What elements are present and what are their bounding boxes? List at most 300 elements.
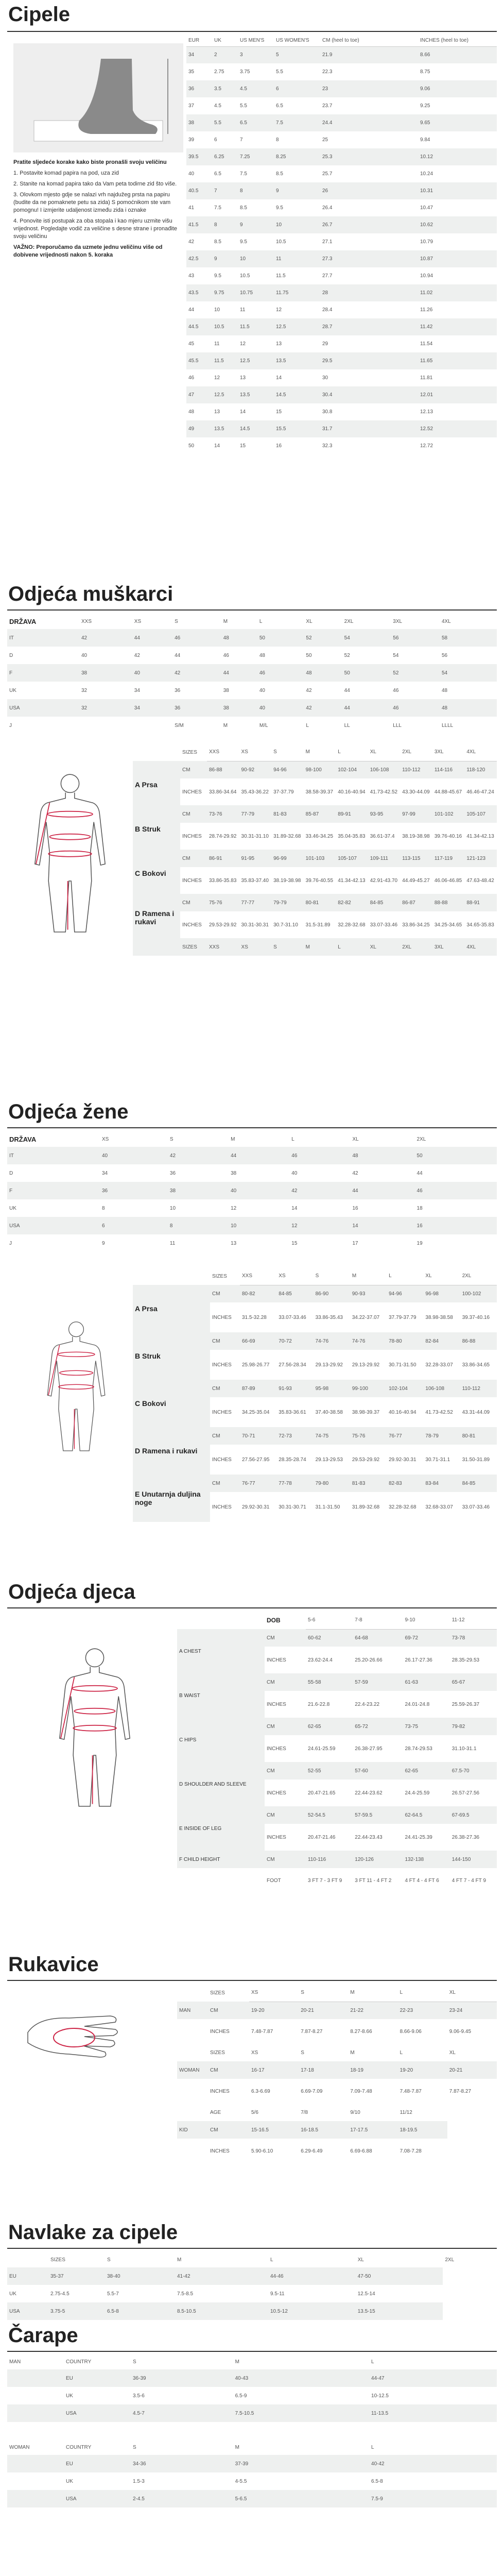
table-cell: 34-36 (131, 2455, 233, 2472)
size-header: XL (306, 618, 312, 624)
size-header: XL (423, 1267, 460, 1285)
size-header: L (336, 743, 368, 761)
unit-label: INCHES (212, 1456, 232, 1463)
unit-label: CM (208, 2121, 249, 2139)
table-cell: 44 (342, 699, 391, 717)
table-cell: 6.5-8 (371, 2478, 383, 2484)
table-cell: 25 (322, 137, 328, 143)
size-header: L (371, 2444, 374, 2450)
table-cell: 34 (134, 687, 140, 693)
table-cell: 84-85 (368, 894, 401, 911)
table-cell: 30.4 (320, 386, 418, 403)
table-row (7, 664, 497, 682)
table-header-row (7, 614, 497, 629)
table-cell: 80-81 (460, 1427, 497, 1445)
table-cell: 29.5 (320, 352, 418, 369)
column-header: US WOMEN'S (274, 35, 320, 46)
measure-row-cm (177, 1851, 497, 1868)
table-cell: 9.06 (418, 80, 497, 97)
size-header: XL (447, 1984, 497, 2002)
table-cell: 95-98 (314, 1380, 350, 1397)
table-cell: 38 (231, 1170, 237, 1176)
table-cell: 14 (276, 375, 282, 381)
table-cell: 35.43-36.22 (241, 789, 269, 795)
section-divider (7, 1980, 497, 1981)
measure-label: C Bokovi (133, 850, 180, 894)
table-cell: 3 (238, 46, 274, 63)
table-cell: 32 (81, 687, 88, 693)
table-cell: 94-96 (271, 761, 304, 778)
unit-label: INCHES (267, 1657, 286, 1663)
table-cell: 9.5 (276, 205, 283, 211)
table-cell: 47.63-48.42 (466, 877, 494, 884)
table-cell: 32.28-32.68 (389, 1504, 416, 1510)
table-cell: 14 (214, 443, 220, 449)
size-header: L (399, 2049, 403, 2056)
table-cell: 44.49-45.27 (402, 877, 430, 884)
section-title: Odjeća žene (8, 1100, 129, 1123)
table-cell: 43.30-44.09 (402, 789, 430, 795)
country-header: COUNTRY (66, 2444, 92, 2450)
country-name: USA (7, 2302, 48, 2320)
table-cell: 10.31 (418, 182, 497, 199)
table-row (7, 699, 497, 717)
table-cell: 73-78 (450, 1629, 497, 1647)
socks-table (7, 2354, 497, 2525)
table-cell: 10.12 (418, 148, 497, 165)
table-cell: 22.3 (322, 69, 333, 75)
table-cell: 91-95 (239, 850, 272, 867)
table-cell: 12 (231, 1205, 237, 1211)
table-cell: 23.62-24.4 (308, 1657, 333, 1663)
table-cell: 13 (276, 341, 282, 347)
undefined (7, 2387, 64, 2404)
table-cell: 44-47 (369, 2369, 497, 2387)
section-divider (7, 2351, 497, 2352)
table-cell: 12.5 (274, 318, 320, 335)
country-name: UK (9, 1205, 16, 1211)
table-cell: 46 (415, 1182, 497, 1199)
sizes-footer-row (133, 938, 497, 956)
table-cell: M (223, 722, 228, 728)
group-label: WOMAN (9, 2444, 30, 2450)
table-cell: LL (344, 722, 350, 728)
measure-row-cm (177, 1806, 497, 1824)
unit-label: INCHES (182, 922, 202, 928)
table-row (186, 80, 497, 97)
table-cell: 3 FT 11 - 4 FT 2 (355, 1877, 392, 1884)
table-header-row (177, 1984, 497, 2002)
country-name: UK (66, 2478, 73, 2484)
table-cell: 30.31-31.10 (241, 833, 269, 839)
hand-icon (18, 1986, 131, 2079)
section-divider (7, 1127, 497, 1128)
table-row (186, 284, 497, 301)
table-row (186, 386, 497, 403)
table-cell: 100-102 (460, 1285, 497, 1302)
size-header: S (301, 2049, 304, 2056)
table-cell (132, 717, 172, 734)
table-cell: 7.87-8.27 (449, 2088, 472, 2094)
table-cell: 22.44-23.43 (355, 1834, 383, 1840)
table-cell: 77-77 (239, 894, 272, 911)
table-cell: 7 (212, 182, 238, 199)
table-cell: 9.06-9.45 (449, 2028, 472, 2035)
table-cell: 21-22 (348, 2002, 397, 2019)
table-cell: 5.5 (212, 114, 238, 131)
measure-row-cm (133, 850, 497, 867)
table-cell: 29.13-29.53 (315, 1456, 343, 1463)
table-cell: 14.5 (274, 386, 320, 403)
table-cell: 48 (188, 409, 195, 415)
table-cell: LLL (393, 722, 402, 728)
country-name: J (9, 722, 12, 728)
table-cell: 8 (168, 1217, 229, 1234)
table-cell: 82-84 (423, 1332, 460, 1350)
table-cell: 11.81 (420, 375, 433, 381)
table-row (186, 46, 497, 63)
table-row (186, 420, 497, 437)
size-header: 3XL (393, 618, 403, 624)
table-cell: 56 (391, 629, 440, 647)
table-cell: 8.66 (418, 46, 497, 63)
table-cell: 42.5 (186, 250, 212, 267)
table-cell: 34.25-34.65 (434, 922, 462, 928)
table-cell: 87-89 (240, 1380, 276, 1397)
size-header: S (133, 2444, 136, 2450)
table-cell: 48 (259, 652, 265, 658)
table-cell: 29.92-30.31 (242, 1504, 270, 1510)
table-cell: 24.61-25.59 (308, 1745, 336, 1752)
sizes-label: SIZES (210, 2049, 225, 2056)
table-cell: 10.87 (418, 250, 497, 267)
label-cell (133, 1267, 210, 1285)
size-header: M (350, 1267, 387, 1285)
table-row (7, 682, 497, 699)
size-header: S (299, 1984, 348, 2002)
table-row (7, 2285, 497, 2302)
size-header: 2XL (344, 618, 354, 624)
table-cell: 7.09-7.48 (350, 2088, 372, 2094)
size-header: L (270, 2257, 273, 2263)
table-cell: 40.16-40.94 (389, 1409, 416, 1415)
table-cell: 23 (320, 80, 418, 97)
size-header: XXS (240, 1267, 276, 1285)
measure-label: D Ramena i rukavi (133, 894, 180, 938)
table-cell: 29 (322, 341, 328, 347)
column-header: UK (212, 35, 238, 46)
table-cell: 14 (240, 409, 246, 415)
table-cell: 7.08-7.28 (399, 2148, 422, 2154)
size-header: 3XL (432, 743, 465, 761)
table-cell: 110-112 (400, 761, 432, 778)
table-cell: 39.76-40.55 (305, 877, 334, 884)
table-cell: 33.86-35.83 (209, 877, 237, 884)
sizes-label: SIZES (182, 749, 197, 755)
unit-label: INCHES (212, 1409, 232, 1415)
table-cell: 32 (79, 699, 132, 717)
table-cell: 82-83 (387, 1475, 423, 1492)
table-cell: 26.7 (320, 216, 418, 233)
table-row (7, 2404, 497, 2422)
shoe-size-table (186, 35, 497, 454)
table-cell: 42 (289, 1182, 350, 1199)
age-header: 7/8 (301, 2109, 308, 2115)
table-cell: 54 (342, 629, 391, 647)
unit-label: CM (265, 1762, 306, 1780)
table-cell: 38.19-38.98 (273, 877, 301, 884)
sizes-label: SIZES (212, 1273, 227, 1279)
undefined (7, 2404, 64, 2422)
table-cell: 34 (132, 699, 172, 717)
group-label: WOMAN (177, 2061, 208, 2079)
table-cell: 17-18 (299, 2061, 348, 2079)
table-cell: 44 (416, 1170, 423, 1176)
table-cell: 54 (393, 652, 399, 658)
table-cell: 9.5 (214, 273, 221, 279)
table-cell: 42 (134, 652, 140, 658)
size-header: S (314, 1267, 350, 1285)
table-cell: 23-24 (447, 2002, 497, 2019)
men-section (7, 580, 497, 1097)
table-cell: 3.5-6 (133, 2393, 145, 2399)
table-cell: 44 (344, 687, 350, 693)
size-header: S (133, 2359, 136, 2365)
table-cell: 27.1 (322, 239, 333, 245)
table-cell: 27.7 (322, 273, 333, 279)
spacer-row (7, 2507, 497, 2525)
table-cell: 27.3 (320, 250, 418, 267)
table-cell: 98-100 (304, 761, 336, 778)
table-cell: 26.57-27.56 (451, 1790, 480, 1796)
undefined (177, 1868, 265, 1893)
table-cell: 34.22-37.07 (352, 1314, 380, 1320)
measure-label: D Ramena i rukavi (133, 1427, 210, 1475)
sizes-label: SIZES (50, 2257, 65, 2263)
table-cell: 73-76 (207, 805, 239, 823)
size-header: XL (357, 2257, 364, 2263)
unit-label: CM (210, 1475, 240, 1492)
measure-row-cm (133, 1285, 497, 1302)
size-header: XL (352, 1136, 359, 1142)
table-row (186, 182, 497, 199)
unit-label: INCHES (182, 877, 202, 884)
country-header: COUNTRY (66, 2359, 92, 2365)
table-cell: 44 (188, 307, 195, 313)
country-name: F (7, 664, 79, 682)
measure-row-cm (133, 1427, 497, 1445)
table-cell: 28.4 (322, 307, 333, 313)
table-row (186, 148, 497, 165)
section-title: Rukavice (8, 1953, 99, 1976)
unit-label: CM (180, 761, 207, 778)
table-cell: 67.5-70 (450, 1762, 497, 1780)
table-cell: 4 FT 4 - 4 FT 6 (405, 1877, 439, 1884)
table-cell: 9.75 (212, 284, 238, 301)
undefined (7, 2455, 64, 2472)
table-cell: 12 (214, 375, 220, 381)
unit-label: INCHES (182, 833, 202, 839)
table-cell: 50 (342, 664, 391, 682)
country-name: USA (7, 699, 79, 717)
table-cell: 13.5 (212, 420, 238, 437)
table-cell: 5 (274, 46, 320, 63)
table-cell: 41.73-42.52 (425, 1409, 453, 1415)
table-cell: 33.86-34.25 (402, 922, 430, 928)
table-cell: 11.5 (212, 352, 238, 369)
table-cell: 9.65 (418, 114, 497, 131)
table-row (186, 267, 497, 284)
table-cell: 18-19.5 (398, 2121, 447, 2139)
table-cell: 90-93 (350, 1285, 387, 1302)
measure-row-inches (177, 2079, 497, 2104)
table-cell: 29.13-29.92 (315, 1362, 343, 1368)
table-cell: 43.31-44.09 (462, 1409, 490, 1415)
size-header: S (107, 2257, 111, 2263)
size-header: XS (239, 743, 272, 761)
table-cell: 10.5-12 (268, 2302, 356, 2320)
table-row (186, 369, 497, 386)
measure-label: B Struk (133, 805, 180, 850)
table-cell: 48 (441, 687, 448, 693)
column-header: EUR (186, 35, 212, 46)
size-header: M (304, 743, 336, 761)
table-row (7, 2387, 497, 2404)
table-cell: 99-100 (350, 1380, 387, 1397)
unit-label: INCHES (210, 2088, 230, 2094)
country-name: UK (9, 2291, 16, 2297)
section-title: Odjeća djeca (8, 1581, 135, 1603)
table-cell: 67-69.5 (450, 1806, 497, 1824)
table-cell: 77-78 (276, 1475, 313, 1492)
table-cell: 36 (172, 699, 221, 717)
kids-body-figure-icon (38, 1624, 151, 1830)
undefined (177, 2104, 208, 2121)
size-header: XS (134, 618, 142, 624)
table-cell: 96-98 (423, 1285, 460, 1302)
table-cell: 38 (79, 664, 132, 682)
table-cell: 11 (274, 250, 320, 267)
table-cell: 102-104 (336, 761, 368, 778)
table-cell: 106-108 (368, 761, 401, 778)
table-row (186, 233, 497, 250)
table-cell: 40 (100, 1147, 168, 1164)
kids-measurement-table (177, 1612, 497, 1893)
country-name: UK (66, 2393, 73, 2399)
table-cell: 3.5 (212, 80, 238, 97)
table-cell: 39.76-40.16 (434, 833, 462, 839)
measure-row-cm (177, 1718, 497, 1735)
table-cell: 8 (276, 137, 279, 143)
table-cell: 28.35-28.74 (279, 1456, 306, 1463)
table-cell: 30.8 (322, 409, 333, 415)
country-header: DRŽAVA (9, 1135, 37, 1143)
men-measurement-table (133, 743, 497, 956)
age-label: DOB (267, 1617, 281, 1624)
table-cell: 46 (391, 699, 440, 717)
measure-label: A Prsa (133, 1285, 210, 1332)
table-cell: 52 (344, 652, 350, 658)
measure-label: E Unutarnja duljina noge (133, 1475, 210, 1522)
size-header: L (336, 938, 368, 956)
section-title: Navlake za cipele (8, 2221, 178, 2244)
table-cell: 52-55 (306, 1762, 353, 1780)
table-header-row (177, 1612, 497, 1629)
size-header: S (175, 618, 178, 624)
table-cell: 36 (175, 687, 181, 693)
table-cell: 74-76 (314, 1332, 350, 1350)
size-header: 4XL (441, 618, 451, 624)
table-cell: 40.5 (186, 182, 212, 199)
measure-label: A Prsa (133, 761, 180, 805)
size-header: M (350, 2049, 355, 2056)
covers-section (7, 2218, 497, 2321)
table-cell: 10.47 (420, 205, 433, 211)
table-cell: 90-92 (239, 761, 272, 778)
section-title: Odjeća muškarci (8, 583, 173, 605)
country-name: F (7, 1182, 100, 1199)
table-header-row (177, 2104, 497, 2121)
table-cell: 33.07-33.46 (279, 1314, 306, 1320)
table-cell: 25.20-26.66 (355, 1657, 383, 1663)
table-cell: 11.26 (420, 307, 433, 313)
table-cell: 44 (350, 1182, 414, 1199)
table-cell: 2-4.5 (131, 2490, 233, 2507)
table-cell: 19-20 (398, 2061, 447, 2079)
table-row (7, 1199, 497, 1217)
country-name: UK (9, 687, 16, 693)
table-cell: 38-40 (105, 2267, 175, 2285)
size-header: 4XL (464, 743, 497, 761)
size-header: L (291, 1136, 294, 1142)
table-cell: 7.5-9 (369, 2490, 497, 2507)
measure-row-cm (177, 1673, 497, 1691)
table-cell: 84-85 (276, 1285, 313, 1302)
table-cell: 9.5 (240, 239, 247, 245)
measure-row-cm (133, 1380, 497, 1397)
table-cell: 12.52 (418, 420, 497, 437)
table-cell: 120-126 (353, 1851, 403, 1868)
table-cell: 5.5 (276, 69, 283, 75)
column-header: CM (heel to toe) (320, 35, 418, 46)
table-cell: 10.62 (418, 216, 497, 233)
label-cell (177, 1612, 265, 1629)
table-cell: 10.5 (212, 318, 238, 335)
table-cell: 61-63 (403, 1673, 449, 1691)
table-cell: 11.5 (276, 273, 286, 279)
table-cell: 40-43 (233, 2369, 369, 2387)
unit-label: INCHES (212, 1504, 232, 1510)
table-cell: 22.44-23.62 (355, 1790, 383, 1796)
table-cell: 36 (186, 80, 212, 97)
women-section (7, 1097, 497, 1578)
table-cell: 48 (440, 699, 497, 717)
unit-label: CM (210, 1380, 240, 1397)
table-header-row (177, 2044, 497, 2061)
table-row (186, 403, 497, 420)
table-cell: 101-102 (432, 805, 465, 823)
table-cell: 7.5 (274, 114, 320, 131)
table-cell: 42 (188, 239, 195, 245)
unit-label: INCHES (212, 1362, 232, 1368)
table-cell: 113-115 (400, 850, 432, 867)
women-country-table (7, 1131, 497, 1252)
size-header: XS (102, 1136, 109, 1142)
table-cell: 7.48-7.87 (251, 2028, 273, 2035)
table-cell: 9 (238, 216, 274, 233)
table-cell: 7.5 (240, 171, 247, 177)
table-cell: 22-23 (398, 2002, 447, 2019)
